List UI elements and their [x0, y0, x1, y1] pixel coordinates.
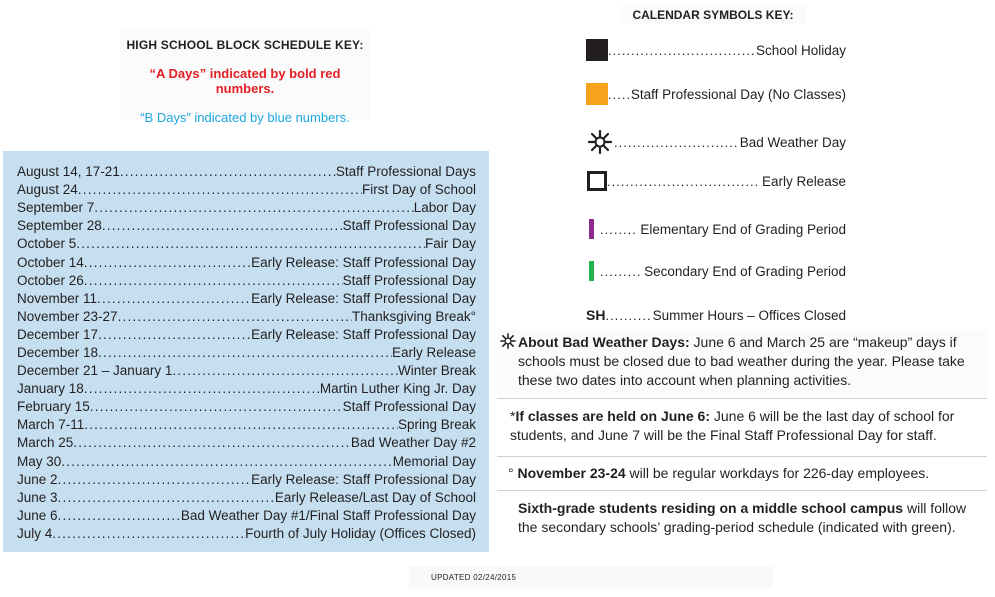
high-school-schedule-key — [120, 30, 370, 125]
note-heading: November 23-24 — [517, 465, 626, 481]
schedule-row: October 26 ..... Staff Professional Day — [17, 272, 476, 290]
symbol-label: Summer Hours – Offices Closed — [652, 307, 846, 323]
updated-footer — [409, 566, 773, 588]
schedule-row: August 14, 17-21 ..... Staff Professional Days — [17, 163, 476, 181]
note-heading: If classes are held on June 6: — [515, 408, 710, 424]
schedule-row: June 3 ..... Early Release/Last Day of School — [17, 489, 476, 507]
bad-weather-star-icon — [586, 130, 614, 154]
staff-day-square-icon — [586, 83, 608, 105]
schedule-row: June 6 ..... Bad Weather Day #1/Final Staff Professional Day — [17, 507, 476, 525]
symbol-secondary-grading — [586, 258, 846, 284]
symbol-summer-hours — [586, 302, 846, 328]
schedule-row: September 28 ..... Staff Professional Day — [17, 217, 476, 235]
schedule-list — [3, 151, 489, 552]
symbol-school-holiday — [586, 37, 846, 63]
note-marker: * — [510, 408, 516, 424]
note-marker: ° — [508, 465, 514, 481]
schedule-row: December 18 ..... Early Release — [17, 344, 476, 362]
bad-weather-star-icon — [499, 333, 517, 349]
schedule-row: October 14 ..... Early Release: Staff Professional Day — [17, 253, 476, 271]
schedule-row: November 11 ..... Early Release: Staff Professional Day — [17, 290, 476, 308]
schedule-row: August 24 ..... First Day of School — [17, 181, 476, 199]
updated-date: UPDATED 02/24/2015 — [431, 573, 517, 582]
schedule-row: July 4 ..... Fourth of July Holiday (Offices Closed) — [17, 525, 476, 543]
hs-key-title: HIGH SCHOOL BLOCK SCHEDULE KEY: — [126, 38, 364, 52]
schedule-row: March 25 ..... Bad Weather Day #2 — [17, 434, 476, 452]
schedule-row: January 18 ..... Martin Luther King Jr. Day — [17, 380, 476, 398]
schedule-row: October 5 ..... Fair Day — [17, 235, 476, 253]
schedule-row: September 7 ..... Labor Day — [17, 199, 476, 217]
june6-note — [510, 407, 985, 445]
symbol-elementary-grading — [586, 216, 846, 242]
symbol-label: Staff Professional Day (No Classes) — [630, 86, 846, 102]
note-text: will be regular workdays for 226-day employees. — [625, 465, 930, 481]
sixth-grade-note — [518, 499, 983, 537]
symbol-bad-weather-day — [586, 129, 846, 155]
november-note — [508, 464, 983, 483]
symbol-label: Early Release — [761, 173, 846, 189]
note-text: June 6 will be the last day of school for students, and June 7 will be the Final Staff Professional Day for staff. — [510, 408, 955, 443]
schedule-row: May 30 ..... Memorial Day — [17, 453, 476, 471]
early-release-square-icon — [587, 171, 607, 191]
bad-weather-note — [518, 333, 983, 390]
calendar-key-title: CALENDAR SYMBOLS KEY: — [620, 6, 806, 24]
symbol-label: Bad Weather Day — [739, 134, 846, 150]
note-text: June 6 and March 25 are “makeup” days if schools must be closed due to bad weather during the year. Please take these two dates into account when planning activities. — [518, 334, 965, 388]
b-days-legend: “B Days” indicated by blue numbers. — [140, 110, 350, 125]
a-days-legend: “A Days” indicated by bold red numbers. — [149, 66, 341, 96]
symbol-label: Secondary End of Grading Period — [644, 263, 846, 279]
schedule-row: December 21 – January 1 ..... Winter Break — [17, 362, 476, 380]
school-holiday-square-icon — [586, 39, 608, 61]
symbol-staff-professional-day — [586, 81, 846, 107]
schedule-row: February 15 ..... Staff Professional Day — [17, 398, 476, 416]
summer-hours-code: SH — [586, 307, 606, 323]
schedule-row: June 2 ..... Early Release: Staff Professional Day — [17, 471, 476, 489]
schedule-row: November 23-27 ..... Thanksgiving Break° — [17, 308, 476, 326]
symbol-label: Elementary End of Grading Period — [640, 221, 846, 237]
note-text: will follow the secondary schools’ grading-period schedule (indicated with green). — [518, 500, 967, 535]
symbol-label: School Holiday — [755, 42, 846, 58]
symbol-early-release — [586, 168, 846, 194]
schedule-row: March 7-11 ..... Spring Break — [17, 416, 476, 434]
schedule-row: December 17 ..... Early Release: Staff Professional Day — [17, 326, 476, 344]
note-heading: About Bad Weather Days: — [518, 334, 690, 350]
note-heading: Sixth-grade students residing on a middle school campus — [518, 500, 904, 516]
